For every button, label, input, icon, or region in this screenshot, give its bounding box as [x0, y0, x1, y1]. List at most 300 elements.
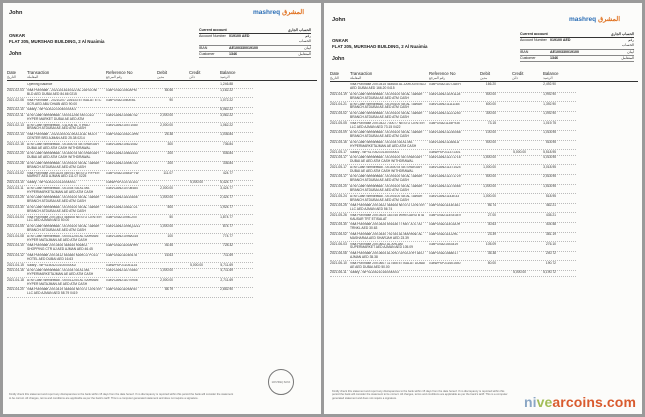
date-cell: 2021-06-08 [330, 251, 347, 256]
balance-cell: 874.77 [222, 224, 233, 229]
table-row [330, 213, 576, 223]
reference-cell: 038POS82114GUDH [429, 223, 461, 227]
date-cell: 2021-05-20 [330, 184, 347, 189]
date-cell: 2021-05-25 [330, 203, 347, 208]
date-cell: 2021-04-21 [330, 101, 347, 106]
date-cell: 2021-06-03 [330, 241, 347, 246]
balance-cell: 711.69 [223, 252, 233, 257]
date-cell: 2021-02-20 [7, 151, 24, 156]
table-row [330, 112, 576, 122]
credit-cell [173, 172, 203, 180]
table-row [330, 102, 576, 112]
date-cell: 2021-02-03 [7, 88, 24, 93]
description-cell: ATM Cash Withdrawal - 001004 SB AL MA HYPERMARKETAJMAN AE AED ATM CASH [27, 269, 94, 277]
debit-cell: 300 [167, 141, 173, 146]
description-cell: Salary - WPS1705210130000001 [350, 150, 400, 154]
date-cell: 2021-02-13 [7, 122, 24, 127]
debit-cell: 200 [167, 151, 173, 156]
description-cell: ATM Cash Withdrawal - 00190100 SB AL TAWAR BRANCH ATDUBAI AE AED ATM CASH [350, 175, 423, 183]
date-cell: 2021-04-04 [7, 214, 24, 219]
debit-cell: 27.00 [487, 212, 496, 217]
balance-cell: 536.84 [222, 151, 233, 156]
date-cell: 2021-05-30 [330, 222, 347, 227]
table-row [330, 204, 576, 214]
col-credit-arabic: دائن [189, 75, 195, 79]
debit-cell: 100 [167, 233, 173, 238]
balance-cell: 190.72 [545, 260, 556, 265]
date-cell: 2021-03-11 [7, 185, 24, 190]
description-cell: ATM Cash Withdrawal - 00190100 SB AL TAWAR BRANCH ATDUBAI AE AED ATM CASH [350, 102, 423, 110]
col-balance: Balance [543, 71, 559, 76]
date-cell: 2021-04-15 [7, 262, 24, 267]
table-row [330, 261, 576, 271]
balance-cell: 1,992.90 [543, 91, 556, 96]
description-cell: Visa Purchase 209-0530 792784 AL MARRAE AL MASHARAA AED SHARJAH AED 23.39 [350, 232, 423, 240]
reference-cell: 038POS82114J2RL [429, 232, 459, 236]
date-cell: 2021-05-17 [330, 164, 347, 169]
reference-cell: 038POS821050APM [106, 89, 137, 93]
debit-cell: 90 [169, 97, 173, 102]
balance-cell: 1,036.84 [220, 132, 233, 137]
balance-cell: 1,072.22 [220, 97, 233, 102]
reference-cell: 038VCAW211371716 [429, 156, 461, 160]
balance-cell: 518.95 [545, 139, 556, 144]
description-cell: Visa Purchase 209-0602 AL AHLAM SUPERMARKET AED AJMAN AED 105.09 [350, 242, 413, 250]
date-cell: 2021-04-10 [7, 243, 24, 248]
reference-cell: 038VCAW210590733 [106, 161, 138, 165]
table-row [330, 194, 576, 204]
date-cell: 2021-02-16 [7, 141, 24, 146]
table-row [7, 142, 253, 152]
date-cell: 2021-02-06 [7, 97, 24, 102]
date-cell: 2021-05-09 [330, 130, 347, 135]
credit-cell [173, 83, 203, 87]
date-cell: 2021-03-10 [7, 180, 24, 185]
debit-cell: 111.07 [163, 170, 173, 175]
table-row [330, 175, 576, 185]
debit-cell: 500.00 [485, 139, 496, 144]
credit-cell [496, 204, 526, 212]
table-row [330, 185, 576, 195]
customer-alias: John [332, 56, 345, 62]
table-row [7, 278, 253, 288]
debit-cell: 1,000.00 [160, 268, 173, 273]
credit-cell: 5,000.00 [513, 270, 526, 275]
description-cell: Salary - WPS1504210100000002 [27, 263, 77, 267]
reference-cell: 038POS821060EBL [106, 98, 136, 102]
reference-cell: 038VCAW211240068 [429, 131, 461, 135]
date-cell: 2021-04-19 [330, 91, 347, 96]
credit-cell [496, 262, 526, 270]
description-cell: ATM Cash Withdrawal - 00190100 SB AL TAWAR BRANCH ATDUBAI AE AED ATM CASH [350, 112, 423, 120]
debit-cell: 1,000.00 [160, 224, 173, 229]
table-row [330, 252, 576, 262]
credit-cell [496, 243, 526, 251]
table-row [7, 171, 253, 181]
page-header-name: John [332, 17, 346, 23]
debit-cell [143, 264, 173, 268]
balance-cell: 1,018.95 [543, 130, 556, 135]
balance-cell: 2,492.90 [543, 82, 556, 87]
balance-cell: 4,711.69 [220, 268, 233, 273]
credit-cell [496, 166, 526, 174]
description-cell: ATM Cash Withdrawal - 00160078 SB SHARJAH DUBAI AE AED ATM CASH WITHDRAWAL [350, 165, 422, 173]
balance-cell: 1,062.22 [220, 122, 233, 127]
col-debit: Debit [480, 71, 491, 76]
col-credit: Credit [189, 70, 201, 75]
credit-cell [173, 89, 203, 97]
col-transaction: Transaction [350, 71, 373, 76]
reference-cell: 038VCAW211610808 [106, 196, 138, 200]
date-cell: 2021-02-11 [7, 112, 24, 117]
table-row [330, 83, 576, 93]
description-cell: Visa Purchase 209-0422 730077 NESTO CENTER LLC AED AJMAN AED 73.15 0422 [350, 121, 425, 129]
description-cell: ATM Cash Withdrawal - 00190100 SB AL TAWAR BRANCH ATDUBAI AE AED ATM CASH [27, 225, 100, 233]
table-row [330, 271, 576, 277]
col-credit-arabic: دائن [512, 76, 518, 80]
statement-page-left [3, 3, 321, 414]
col-reference: Reference No [106, 70, 133, 75]
table-row [330, 131, 576, 141]
debit-cell: 1,000.00 [160, 195, 173, 200]
col-debit-arabic: مدين [157, 75, 165, 79]
reference-cell: 038POS821109AR57 [106, 288, 138, 292]
balance-cell: 381.19 [545, 231, 556, 236]
col-date-arabic: التاريخ [330, 76, 339, 80]
balance-cell: 3,424.77 [220, 185, 233, 190]
statement-page-right [324, 3, 642, 414]
iban-row: IBAN AE100330019100 آيبان [199, 46, 311, 52]
debit-cell: 500.00 [485, 174, 496, 179]
account-heading: Current account [520, 32, 548, 36]
debit-cell: 166.20 [485, 82, 496, 87]
table-row [330, 242, 576, 252]
col-date: Date [7, 70, 17, 75]
credit-cell [173, 244, 203, 252]
debit-cell [466, 271, 496, 275]
debit-cell: 500 [167, 204, 173, 209]
debit-cell [143, 181, 173, 185]
credit-cell [173, 288, 203, 296]
date-cell: 2021-05-26 [330, 212, 347, 217]
table-row [7, 196, 253, 206]
reference-cell: 038VCAW211111184 [429, 102, 460, 106]
date-cell: 2021-04-16 [7, 268, 24, 273]
customer-name: ONKAR [332, 38, 349, 43]
description-cell: Visa Purchase 209-0403 464608 NESTO CENTER LLC AED AJMAN AED 50.00 [27, 215, 102, 223]
table-row [330, 121, 576, 131]
description-cell: ATM Cash Withdrawal - 000011254 AL SAHMAN HYPER MATAJMAN AE AED ATM CASH [27, 278, 99, 286]
description-cell: ATM Cash Withdrawal - 00160078 SB SHARJAH DUBAI AE AED ATM CASH WITHDRAWAL [27, 142, 99, 150]
reference-cell: 038VCAW211070860 [106, 269, 138, 273]
balance-cell: 404.58 [545, 222, 556, 227]
date-cell: 2021-05-17 [330, 174, 347, 179]
col-transaction: Transaction [27, 70, 50, 75]
col-reference-arabic: رقم المرجع [429, 76, 446, 80]
balance-cell: 1,874.77 [220, 214, 233, 219]
date-cell: 2021-04-20 [7, 287, 24, 292]
debit-cell: 35.38 [487, 251, 496, 256]
reference-cell: 038POS821135F935 [429, 121, 460, 125]
credit-cell [496, 141, 526, 149]
date-cell: 2021-02-14 [7, 132, 24, 137]
balance-cell: 736.84 [222, 141, 233, 146]
balance-cell: 1,019.75 [543, 120, 556, 125]
table-row [7, 162, 253, 172]
debit-cell [143, 108, 173, 112]
debit-cell: 1,000.00 [483, 184, 496, 189]
debit-cell: 1,500.00 [483, 155, 496, 160]
debit-cell: 300.00 [485, 111, 496, 116]
description-cell: Visa Purchase - 20210305 AL MULLA AL MOOT CENTER BR3 AJMAN AED 25.38 0214 [27, 133, 98, 141]
table-row [7, 133, 253, 143]
reference-cell: 038POS821107JAEH [429, 83, 461, 87]
credit-cell: 5,000.00 [190, 180, 203, 185]
reference-cell: 038POS8210581PTW [106, 171, 139, 175]
date-cell [330, 83, 350, 91]
col-debit: Debit [157, 70, 168, 75]
debit-cell: 600.00 [485, 101, 496, 106]
debit-cell: 56.74 [487, 203, 496, 208]
credit-cell [173, 235, 203, 243]
date-cell: 2021-03-25 [7, 195, 24, 200]
account-info [199, 28, 311, 58]
bank-logo-text: mashreq [253, 9, 281, 16]
balance-cell: 3,062.22 [220, 112, 233, 117]
credit-cell [173, 162, 203, 170]
date-cell: 2021-05-17 [330, 149, 347, 154]
balance-cell: 240.72 [545, 251, 556, 256]
credit-cell [173, 133, 203, 141]
description-cell: ATM Cash Withdrawal - 00190100 SB AL TAWAR BRANCH ATDUBAI AE AED ATM CASH [350, 185, 423, 192]
date-cell: 2021-05-02 [330, 111, 347, 116]
date-cell [7, 83, 27, 87]
reference-cell: 038WPSP211051134 [106, 263, 138, 267]
reference-cell: 038POS821588E17 [429, 252, 459, 256]
balance-cell: 3,018.95 [543, 164, 556, 169]
description-cell: ATM Cash Withdrawal - 001004 SB AL MA HYPERMARKETAJMAN AE AED ATM CASH [27, 186, 94, 194]
date-cell: 2021-05-17 [330, 155, 347, 160]
table-row [7, 244, 253, 254]
balance-cell: 1,162.22 [220, 88, 233, 93]
reference-cell: 038POS821543419 [429, 242, 458, 246]
customer-block [9, 33, 104, 58]
balance-cell: 5,424.77 [220, 180, 233, 185]
reference-cell: 038VCAW210480742 [106, 113, 138, 117]
table-row [7, 215, 253, 225]
description-cell: ATM Cash Withdrawal - 00160078 SB SHARJAH DUBAI AE AED ATM CASH WITHDRAWAL [27, 152, 99, 160]
col-debit-arabic: مدين [480, 76, 488, 80]
description-cell: ATM Cash Withdrawal - 00190100 SB AL TAWAR BRANCH ATDUBAI AE AED ATM CASH [27, 161, 100, 169]
description-cell: Salary - WPS1402210040000001 [27, 108, 77, 112]
balance-cell: 774.77 [222, 233, 233, 238]
table-row [7, 206, 253, 216]
table-row [7, 288, 253, 298]
balance-cell: 462.21 [545, 203, 556, 208]
credit-cell [496, 175, 526, 183]
credit-cell [173, 216, 203, 224]
debit-cell: 2,000.00 [160, 122, 173, 127]
reference-cell [426, 271, 466, 275]
reference-cell [103, 108, 143, 112]
date-cell: 2021-03-02 [7, 170, 24, 175]
credit-cell [496, 131, 526, 139]
balance-cell: 435.21 [545, 212, 556, 217]
reference-cell: 038VCAW210661443 [106, 152, 138, 156]
customer-row: Customer 1346 المتعامل [520, 56, 634, 62]
credit-cell [173, 279, 203, 287]
reference-cell: 038WPSP211371301 [429, 150, 461, 154]
table-row [7, 254, 253, 264]
credit-cell: 5,000.00 [190, 262, 203, 267]
table-row [7, 234, 253, 244]
balance-cell: 5,190.72 [543, 270, 556, 275]
description-cell: ATM Cash Withdrawal - 000011256 SM LULU HYPER MARKET DUBAI AE AED ATM [27, 113, 94, 121]
reference-cell: 038VCAW210471080 [106, 123, 138, 127]
reference-cell: 038WPSP211601540 [429, 261, 461, 265]
bank-logo-text: mashreq [569, 16, 597, 23]
reference-cell [103, 83, 143, 87]
col-date: Date [330, 71, 340, 76]
description-cell: ATM Cash Withdrawal - 00190100 SB AL TAWAR BRANCH ATDUBAI AE AED ATM CASH [27, 205, 100, 213]
balance-cell: 424.77 [222, 170, 233, 175]
debit-cell: 500.00 [485, 91, 496, 96]
description-cell: ATM Cash Withdrawal - 011400 AL ITIHAD BRANCH ATDUBAI AE AED ATM CASH [27, 123, 90, 131]
date-cell: 2021-05-16 [330, 139, 347, 144]
balance-cell: 1,518.95 [543, 184, 556, 189]
description-cell: Opening Balance [27, 83, 53, 87]
statement-footer-note: Kindly check this statement and report any discrepancies to the bank within 15 days from the date hereof. If no discrepancy is reported within this period the bank will consider the statement to be correct. All charges, terms and conditions are applicable as per the bank's tariff. This is a computer generated statement and does not require a signature. [332, 390, 508, 400]
credit-cell: 5,000.00 [513, 149, 526, 154]
account-number-row: Account Number 019100 AED رقم الحساب [199, 34, 311, 45]
col-reference-arabic: رقم المرجع [106, 75, 123, 79]
credit-cell [173, 187, 203, 195]
customer-block [332, 38, 427, 63]
reference-cell: 038VCAW211221250 [429, 112, 461, 116]
description-cell: Visa Purchase 209-0225 089751 NESTO HYPER MARKET AED AJMAN AED 111.07 0225 [27, 171, 100, 179]
balance-cell: 5,711.69 [220, 262, 233, 267]
debit-cell: 58.79 [164, 287, 173, 292]
balance-cell: 518.95 [545, 193, 556, 198]
debit-cell: 73.15 [487, 120, 496, 125]
description-cell: Visa Purchase 209-0412 653580 MARCO POLO HOTEL AED DUBAI AED 16.63 [27, 253, 99, 261]
date-cell: 2021-06-11 [330, 270, 347, 275]
description-cell: Visa Purchase 209-0526 691636 TTMET A.S. 0U TRNKL AED 30.63 [350, 223, 422, 231]
iban-row: IBAN AE100330019100 آيبان [520, 50, 634, 56]
balance-cell: 2,652.90 [220, 287, 233, 292]
page-header-name: John [9, 10, 23, 16]
col-balance: Balance [220, 70, 236, 75]
description-cell: Visa Purchase - 20211018140422 AL ZAROONI BLD AED DUBAI AED 84.66 0215 [27, 89, 98, 96]
debit-cell: 23.39 [487, 231, 496, 236]
col-balance-arabic: الرصيد [543, 76, 553, 80]
credit-cell [496, 233, 526, 241]
reference-cell: 038VCAW211091128 [429, 92, 461, 96]
balance-cell: 1,392.90 [543, 101, 556, 106]
col-date-arabic: التاريخ [7, 75, 16, 79]
col-transaction-arabic: المعاملة [27, 75, 39, 79]
description-cell: ATM Cash Withdrawal - 001004 SB AL MA HYPERMARKETAJMAN AE AED ATM CASH [350, 140, 417, 148]
reference-cell: 038POS821100AHH9 [106, 244, 139, 248]
balance-cell: 5,518.95 [543, 149, 556, 154]
customer-address: FLAT 205, MURSHAD BUILDING, 2 Al Nuaimia [9, 38, 105, 44]
balance-cell: 1,246.88 [220, 82, 233, 87]
table-row [330, 233, 576, 243]
balance-cell: 1,924.77 [220, 204, 233, 209]
credit-cell [496, 185, 526, 193]
reference-cell: 038VCAW21095A315 [106, 234, 139, 238]
description-cell: Visa Purchase 209-0415 464608 AL ZAROONI BLD AED DUBAI AED 166.20 0415 [350, 83, 426, 91]
table-row [330, 93, 576, 103]
credit-cell [173, 225, 203, 233]
credit-cell [173, 114, 203, 122]
table-row [7, 114, 253, 124]
balance-cell: 336.84 [222, 160, 233, 165]
description-cell: ATM Cash Withdrawal - 00190100 SB AL TAWAR BRANCH ATDUBAI AE AED ATM CASH [350, 131, 423, 139]
description-cell: Salary - WPS1402210110000001 [27, 181, 76, 185]
transaction-list [330, 83, 576, 277]
reference-cell: 038POS82114SE3EV [429, 213, 462, 217]
description-cell: Visa Purchase 209-0406 464645 RAMEZ SHOPPING CTR AJ AED AJMAN AED 46.45 [27, 244, 93, 252]
description-cell: ATM Cash Withdrawal - 00190100 SB AL TAWAR BRANCH ATDUBAI AE AED ATM CASH [350, 92, 423, 100]
col-balance-arabic: الرصيد [220, 75, 230, 79]
table-row [330, 156, 576, 166]
table-row [7, 225, 253, 235]
debit-cell: 84.66 [164, 88, 173, 93]
table-row [330, 141, 576, 151]
description-cell: Visa Purchase 209-0419 464608 NESTO CENTER LLC AED AJMAN AED 58.79 0419 [27, 288, 102, 296]
credit-cell [496, 223, 526, 231]
description-cell: Visa Purchase 209-0605 AL AHLI GROCERY AED AJMAN AED 35.38 [350, 252, 424, 260]
credit-cell [496, 214, 526, 222]
debit-cell: 2,000.00 [160, 112, 173, 117]
debit-cell [143, 83, 173, 87]
description-cell: ATM Cash Withdrawal - 00190100 SB SHARJAH DUBAI AE AED ATM CASH WITHDRAWAL [350, 156, 422, 164]
balance-cell: 2,518.95 [543, 174, 556, 179]
description-cell: ATM Cash Withdrawal - 00190100 SB AL TAWAR BRANCH ATDUBAI AE AED ATM CASH [27, 196, 100, 204]
description-cell: ATM Cash Withdrawal - 000011254 AL SAHMAN HYPER MATAJMAN AE AED ATM CASH [27, 234, 99, 242]
balance-cell: 2,711.69 [220, 277, 233, 282]
table-row [7, 186, 253, 196]
debit-cell: 2,000.00 [160, 277, 173, 282]
debit-cell: 100.00 [485, 130, 496, 135]
reference-cell: 038POS821143E381 [429, 204, 460, 208]
table-row [7, 269, 253, 279]
table-header [7, 70, 317, 81]
customer-row: Customer 1346 المتعامل [199, 52, 311, 58]
col-reference: Reference No [429, 71, 456, 76]
table-row [330, 165, 576, 175]
col-credit: Credit [512, 71, 524, 76]
reference-cell: 038VCAW21094Q3211 [106, 225, 141, 229]
table-header [330, 71, 638, 82]
date-cell: 2021-05-05 [330, 120, 347, 125]
account-info [520, 32, 634, 62]
date-cell: 2021-06-10 [330, 260, 347, 265]
debit-cell: 50.00 [487, 260, 496, 265]
credit-cell [173, 269, 203, 277]
credit-cell [496, 83, 526, 91]
table-row [7, 123, 253, 133]
bank-logo [253, 8, 304, 16]
credit-cell [173, 124, 203, 132]
credit-cell [173, 143, 203, 151]
description-cell: Visa Purchase 209-0525 183745 WIREGARD BTA KAUSAR TRT ETISALAT [350, 213, 424, 221]
credit-cell [173, 254, 203, 262]
description-cell: Visa Purchase - 20210207 226433 ETISALAT ETC SCR-AED ABU DHABI AED 90.00 [27, 98, 102, 106]
credit-cell [496, 112, 526, 120]
reference-cell: 038VCAW211371729 [429, 175, 461, 179]
